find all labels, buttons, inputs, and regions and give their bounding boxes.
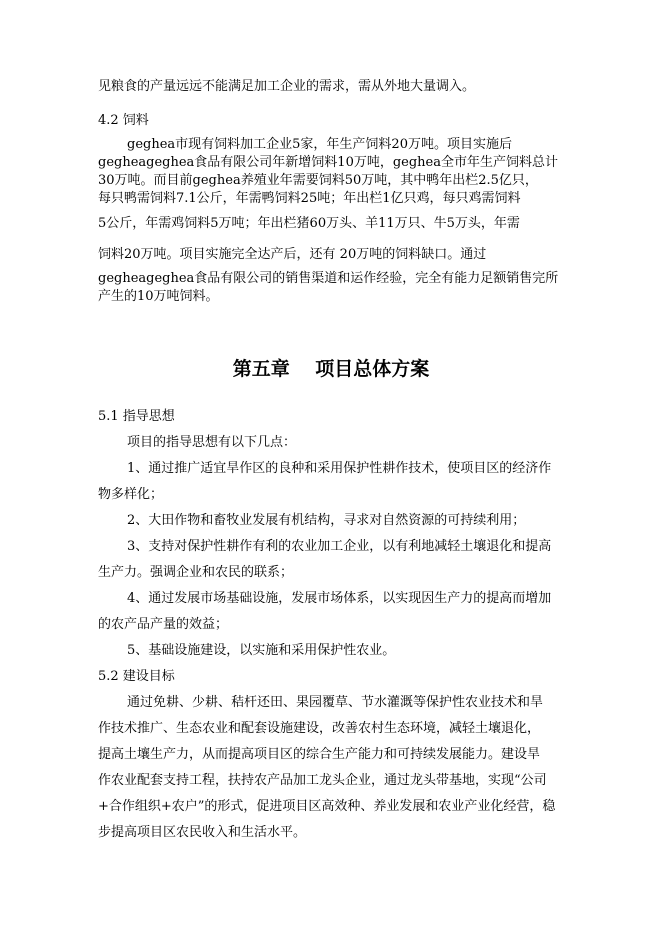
paragraph-line: 5公斤，年需鸡饲料5万吨；年出栏猪60万头、羊11万只、牛5万头，年需	[98, 216, 520, 231]
paragraph-line: 饲料20万吨。项目实施完全达产后，还有 20万吨的饲料缺口。通过	[98, 247, 487, 262]
paragraph-line: 作技术推广、生态农业和配套设施建设，改善农村生态环境，减轻土壤退化，	[98, 721, 541, 736]
section-heading-5-1: 5.1 指导思想	[98, 409, 175, 424]
chapter-title: 第五章 项目总体方案	[232, 358, 430, 380]
paragraph-line: 项目的指导思想有以下几点：	[127, 435, 297, 450]
section-heading-4-2: 4.2 饲料	[98, 113, 149, 128]
list-item: 3、支持对保护性耕作有利的农业加工企业，以有利地减轻土壤退化和提高	[127, 539, 552, 554]
paragraph-line: geghea市现有饲料加工企业5家，年生产饲料20万吨。项目实施后	[127, 137, 512, 152]
list-item: 4、通过发展市场基础设施，发展市场体系，以实现因生产力的提高而增加	[127, 591, 552, 606]
paragraph-line: 30万吨。而目前geghea养殖业年需要饲料50万吨，其中鸭年出栏2.5亿只，	[98, 173, 538, 188]
paragraph-line: 步提高项目区农民收入和生活水平。	[98, 825, 307, 840]
paragraph-line: 通过免耕、少耕、秸杆还田、果园覆草、节水灌溉等保护性农业技术和旱	[127, 695, 544, 710]
section-heading-5-2: 5.2 建设目标	[98, 669, 175, 684]
paragraph-line: gegheageghea食品有限公司年新增饲料10万吨，geghea全市年生产饲料总计	[98, 155, 559, 170]
list-item-continuation: 的农产品产量的效益；	[98, 617, 229, 632]
paragraph-line: +合作组织+农户”的形式，促进项目区高效种、养业发展和农业产业化经营，稳	[98, 799, 556, 814]
paragraph-line: 每只鸭需饲料7.1公斤，年需鸭饲料25吨；年出栏1亿只鸡，每只鸡需饲料	[98, 191, 521, 206]
list-item-continuation: 生产力。强调企业和农民的联系；	[98, 565, 294, 580]
paragraph-line: 产生的10万吨饲料。	[98, 289, 219, 304]
list-item: 1、通过推广适宜旱作区的良种和采用保护性耕作技术，使项目区的经济作	[127, 461, 552, 476]
list-item: 2、大田作物和畜牧业发展有机结构，寻求对自然资源的可持续利用；	[127, 513, 526, 528]
paragraph-line: gegheageghea食品有限公司的销售渠道和运作经验，完全有能力足额销售完所	[98, 271, 559, 286]
paragraph-line: 提高土壤生产力，从而提高项目区的综合生产能力和可持续发展能力。建设旱	[98, 747, 541, 762]
list-item-continuation: 物多样化；	[98, 487, 164, 502]
list-item: 5、基础设施建设，以实施和采用保护性农业。	[127, 643, 396, 658]
paragraph-line: 作农业配套支持工程，扶持农产品加工龙头企业，通过龙头带基地，实现“公司	[98, 773, 547, 788]
paragraph-line: 见粮食的产量远远不能满足加工企业的需求，需从外地大量调入。	[98, 79, 476, 94]
